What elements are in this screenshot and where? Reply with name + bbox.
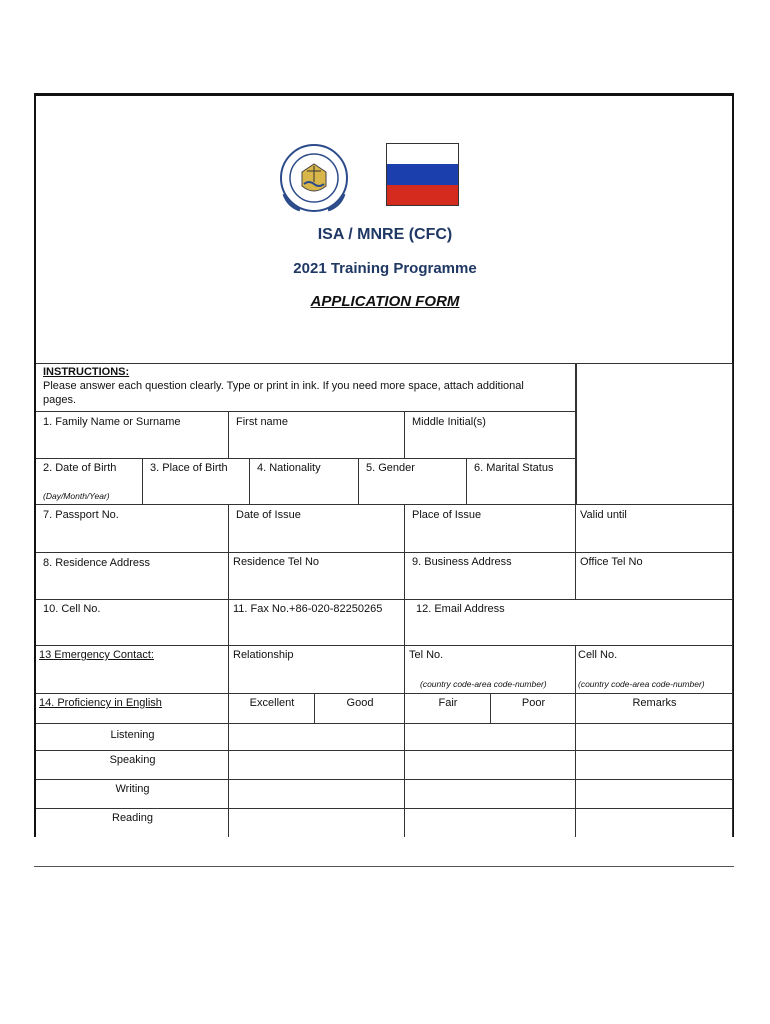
valid-until-label: Valid until: [580, 509, 627, 521]
emergency-contact-label: 13 Emergency Contact:: [39, 649, 154, 661]
col-remarks: Remarks: [632, 697, 677, 709]
instructions-text-1: Please answer each question clearly. Type or print in ink. If you need more space, attach additional: [43, 380, 524, 392]
listening-cell-a[interactable]: [229, 724, 405, 751]
dob-label: 2. Date of Birth: [43, 462, 117, 474]
email-label: 12. Email Address: [416, 603, 505, 615]
photo-box[interactable]: [576, 363, 733, 505]
tel-hint: (country code-area code-number): [420, 679, 547, 689]
gender-label: 5. Gender: [366, 462, 415, 474]
passport-label: 7. Passport No.: [43, 509, 119, 521]
row-writing: Writing: [115, 783, 150, 795]
middle-initial-label: Middle Initial(s): [412, 416, 486, 428]
marital-status-label: 6. Marital Status: [474, 462, 554, 474]
proficiency-heading: 14. Proficiency in English: [39, 697, 162, 709]
place-of-birth-label: 3. Place of Birth: [150, 462, 228, 474]
title-line1: ISA / MNRE (CFC): [317, 226, 453, 243]
date-of-issue-label: Date of Issue: [236, 509, 301, 521]
speaking-cell-a[interactable]: [229, 751, 405, 780]
row-speaking: Speaking: [109, 754, 156, 766]
family-name-label: 1. Family Name or Surname: [43, 416, 181, 428]
listening-remarks[interactable]: [576, 724, 733, 751]
isa-logo-icon: [278, 142, 350, 214]
speaking-cell-b[interactable]: [405, 751, 576, 780]
nationality-label: 4. Nationality: [257, 462, 321, 474]
col-poor: Poor: [521, 697, 546, 709]
listening-cell-b[interactable]: [405, 724, 576, 751]
title-line2: 2021 Training Programme: [293, 260, 477, 277]
row-listening: Listening: [110, 729, 155, 741]
office-tel-label: Office Tel No: [580, 556, 643, 568]
page-divider: [34, 866, 734, 867]
instructions-text-2: pages.: [43, 394, 77, 406]
reading-cell-b[interactable]: [405, 809, 576, 837]
row-reading: Reading: [112, 812, 153, 824]
tel-no-label: Tel No.: [409, 649, 444, 661]
cell-no2-label: Cell No.: [578, 649, 618, 661]
relationship-label: Relationship: [233, 649, 294, 661]
dob-format-hint: (Day/Month/Year): [43, 491, 110, 501]
form-title: APPLICATION FORM: [310, 293, 460, 310]
residence-address-label: 8. Residence Address: [43, 557, 151, 569]
russia-flag-icon: [386, 143, 459, 206]
reading-remarks[interactable]: [576, 809, 733, 837]
business-address-label: 9. Business Address: [412, 556, 512, 568]
residence-tel-label: Residence Tel No: [233, 556, 320, 568]
writing-cell-b[interactable]: [405, 780, 576, 809]
col-fair: Fair: [438, 697, 458, 709]
reading-cell-a[interactable]: [229, 809, 405, 837]
speaking-remarks[interactable]: [576, 751, 733, 780]
writing-cell-a[interactable]: [229, 780, 405, 809]
col-excellent: Excellent: [249, 697, 295, 709]
writing-remarks[interactable]: [576, 780, 733, 809]
first-name-label: First name: [236, 416, 288, 428]
place-of-issue-label: Place of Issue: [412, 509, 482, 521]
col-good: Good: [346, 697, 374, 709]
cell-no-label: 10. Cell No.: [43, 603, 101, 615]
cell-hint: (country code-area code-number): [578, 679, 705, 689]
fax-no-label: 11. Fax No.+86-020-82250265: [233, 603, 383, 615]
instructions-heading: INSTRUCTIONS:: [43, 366, 130, 378]
